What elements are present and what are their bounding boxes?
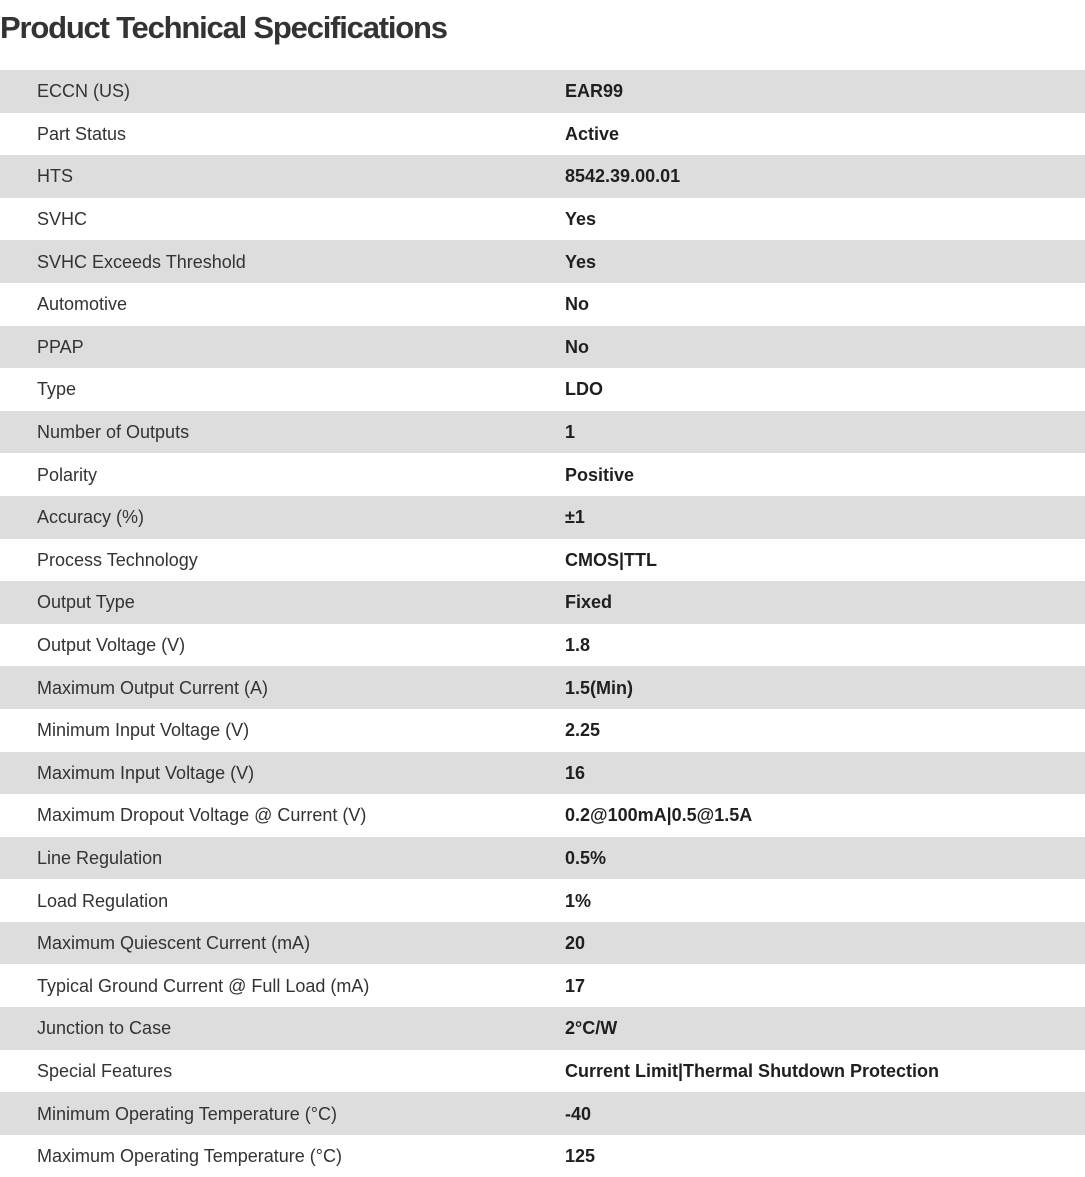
table-row <box>0 1007 1085 1050</box>
table-row <box>0 411 1085 454</box>
spec-value: 1% <box>565 879 1085 922</box>
table-row <box>0 964 1085 1007</box>
spec-value: 8542.39.00.01 <box>565 155 1085 198</box>
table-row <box>0 539 1085 582</box>
spec-label: Output Voltage (V) <box>0 624 565 667</box>
table-row <box>0 198 1085 241</box>
spec-value: Fixed <box>565 581 1085 624</box>
spec-label: Output Type <box>0 581 565 624</box>
spec-label: Accuracy (%) <box>0 496 565 539</box>
spec-value: 1.5(Min) <box>565 666 1085 709</box>
table-row <box>0 752 1085 795</box>
spec-value: Positive <box>565 453 1085 496</box>
table-row <box>0 155 1085 198</box>
spec-label: ECCN (US) <box>0 70 565 113</box>
spec-label: HTS <box>0 155 565 198</box>
spec-label: Maximum Operating Temperature (°C) <box>0 1135 565 1177</box>
spec-value: CMOS|TTL <box>565 539 1085 582</box>
table-row <box>0 879 1085 922</box>
table-row <box>0 453 1085 496</box>
spec-label: Part Status <box>0 113 565 156</box>
spec-value: ±1 <box>565 496 1085 539</box>
page-title: Product Technical Specifications <box>0 10 447 45</box>
spec-label: Maximum Output Current (A) <box>0 666 565 709</box>
spec-value: Yes <box>565 198 1085 241</box>
spec-value: Current Limit|Thermal Shutdown Protection <box>565 1050 1085 1093</box>
table-row <box>0 581 1085 624</box>
table-row <box>0 624 1085 667</box>
spec-value: LDO <box>565 368 1085 411</box>
spec-value: 0.2@100mA|0.5@1.5A <box>565 794 1085 837</box>
table-row <box>0 240 1085 283</box>
table-row <box>0 1092 1085 1135</box>
spec-value: No <box>565 283 1085 326</box>
spec-label: Typical Ground Current @ Full Load (mA) <box>0 964 565 1007</box>
table-row <box>0 496 1085 539</box>
spec-value: Active <box>565 113 1085 156</box>
table-row <box>0 922 1085 965</box>
spec-label: Special Features <box>0 1050 565 1093</box>
spec-table <box>0 70 1085 1177</box>
spec-label: Line Regulation <box>0 837 565 880</box>
spec-value: 1 <box>565 411 1085 454</box>
spec-label: Type <box>0 368 565 411</box>
spec-label: Load Regulation <box>0 879 565 922</box>
spec-value: 2.25 <box>565 709 1085 752</box>
spec-label: PPAP <box>0 326 565 369</box>
table-row <box>0 70 1085 113</box>
table-row <box>0 1050 1085 1093</box>
spec-label: Polarity <box>0 453 565 496</box>
spec-label: Maximum Dropout Voltage @ Current (V) <box>0 794 565 837</box>
spec-value: 16 <box>565 752 1085 795</box>
spec-label: Maximum Input Voltage (V) <box>0 752 565 795</box>
table-row <box>0 283 1085 326</box>
spec-value: EAR99 <box>565 70 1085 113</box>
spec-value: 125 <box>565 1135 1085 1177</box>
table-row <box>0 709 1085 752</box>
spec-value: 0.5% <box>565 837 1085 880</box>
spec-value: 20 <box>565 922 1085 965</box>
table-row <box>0 666 1085 709</box>
spec-value: 17 <box>565 964 1085 1007</box>
spec-label: Minimum Input Voltage (V) <box>0 709 565 752</box>
spec-value: No <box>565 326 1085 369</box>
spec-label: Process Technology <box>0 539 565 582</box>
spec-label: Minimum Operating Temperature (°C) <box>0 1092 565 1135</box>
spec-value: 2°C/W <box>565 1007 1085 1050</box>
spec-label: Junction to Case <box>0 1007 565 1050</box>
table-row <box>0 326 1085 369</box>
table-row <box>0 368 1085 411</box>
spec-value: 1.8 <box>565 624 1085 667</box>
table-row <box>0 837 1085 880</box>
table-row <box>0 113 1085 156</box>
spec-label: SVHC Exceeds Threshold <box>0 240 565 283</box>
spec-label: Maximum Quiescent Current (mA) <box>0 922 565 965</box>
spec-value: Yes <box>565 240 1085 283</box>
spec-label: SVHC <box>0 198 565 241</box>
spec-label: Number of Outputs <box>0 411 565 454</box>
spec-label: Automotive <box>0 283 565 326</box>
table-row <box>0 794 1085 837</box>
spec-value: -40 <box>565 1092 1085 1135</box>
